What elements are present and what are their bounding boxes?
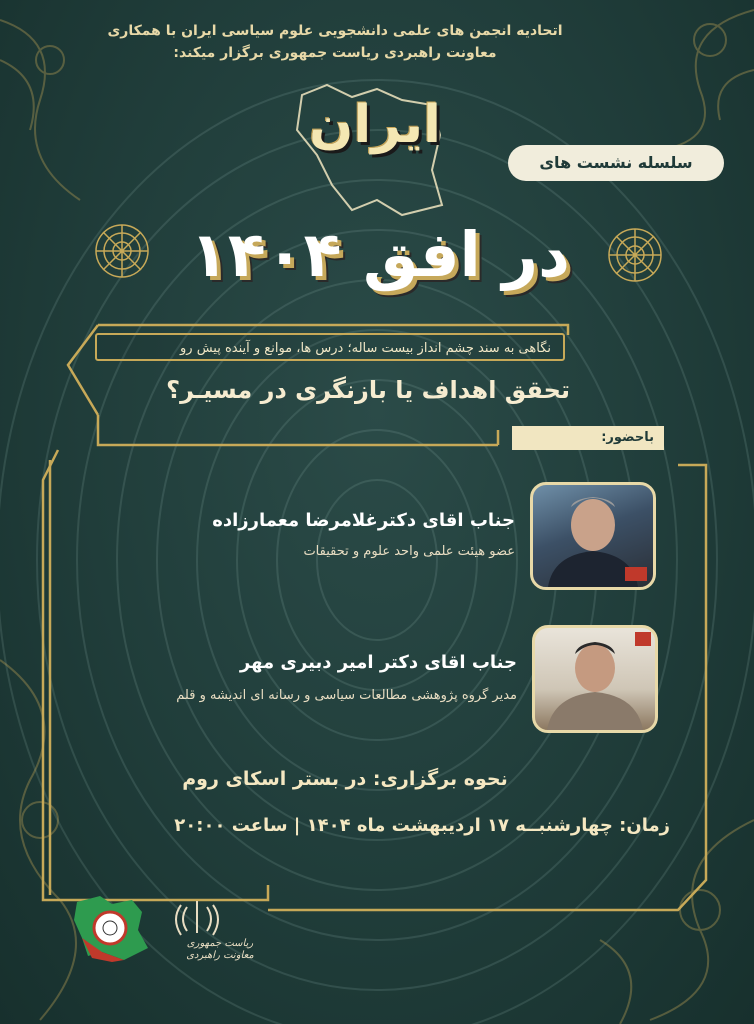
question-heading: تحقق اهداف یا بازنگری در مسیـر؟ (166, 376, 570, 404)
presidency-logo-text (180, 938, 260, 962)
main-title: در افق ۱۴۰۴ (190, 218, 570, 291)
speaker-2-photo (532, 625, 658, 733)
event-time: زمان: چهارشنبــه ۱۷ اردیبهشت ماه ۱۴۰۴ | ساعت ۲۰:۰۰ (174, 815, 670, 836)
person-silhouette-icon (533, 485, 653, 587)
subtitle-bar: نگاهی به سند چشم انداز بیست ساله؛ درس ها، موانع و آینده پیش رو (95, 333, 565, 361)
series-badge: سلسله نشست های (508, 145, 724, 181)
organizer-line-2: معاونت راهبردی ریاست جمهوری برگزار میکند: (173, 45, 497, 61)
corner-ornament-top-left (0, 0, 110, 230)
rosette-ornament-right (606, 226, 664, 284)
student-association-logo (72, 890, 154, 968)
presence-label: باحضور: (512, 426, 664, 450)
presidency-line-2: معاونت راهبردی (186, 950, 254, 961)
speaker-1-photo (530, 482, 656, 590)
presidency-line-1: ریاست جمهوری (186, 938, 254, 949)
title-iran: ایران (309, 95, 441, 155)
person-silhouette-icon (535, 628, 655, 730)
speaker-2-role: مدیر گروه پژوهشی مطالعات سیاسی و رسانه ای اندیشه و قلم (176, 688, 517, 703)
event-method: نحوه برگزاری: در بستر اسکای روم (182, 768, 508, 790)
speaker-1-role: عضو هیئت علمی واحد علوم و تحقیقات (303, 544, 515, 559)
rosette-ornament-left (93, 222, 151, 280)
speaker-1-name: جناب اقای دکترغلامرضا معمارزاده (212, 510, 515, 531)
speaker-2-name: جناب اقای دکتر امیر دبیری مهر (239, 652, 517, 673)
organizer-line-1: اتحادیه انجمن های علمی دانشجویی علوم سیاسی ایران با همکاری (107, 23, 563, 39)
organizer-header (100, 20, 570, 64)
corner-ornament-top-right (600, 0, 754, 160)
